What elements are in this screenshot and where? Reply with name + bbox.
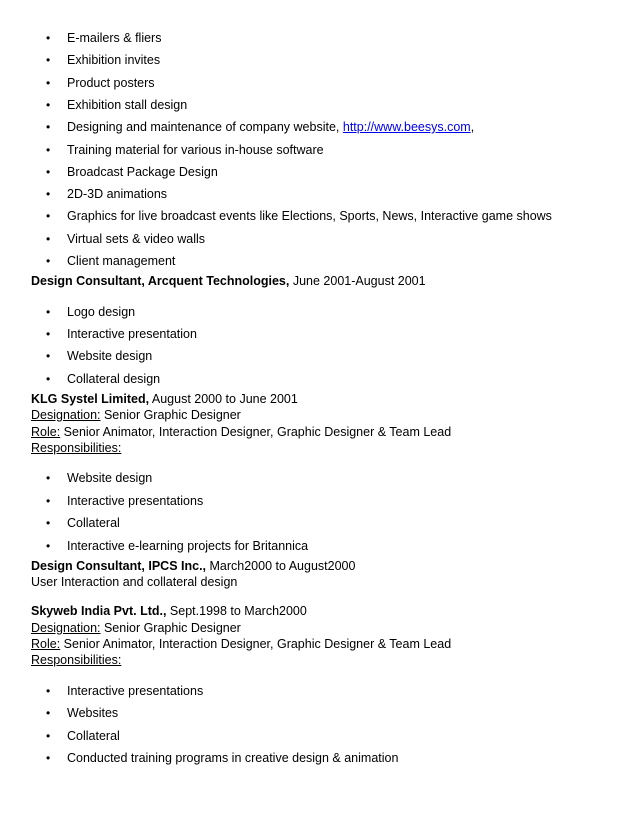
- list-item-text: Exhibition stall design: [67, 98, 188, 112]
- list-item-text: Interactive presentations: [67, 684, 204, 698]
- list-item: [0, 537, 620, 555]
- bullet: •: [46, 327, 51, 341]
- bullet: •: [46, 516, 51, 530]
- bullet: •: [46, 494, 51, 508]
- list-item: [0, 469, 620, 487]
- website-link[interactable]: http://www.beesys.com: [342, 120, 471, 134]
- job-heading-klg: [31, 391, 298, 408]
- list-item-text: Graphics for live broadcast events like Elections, Sports, News, Interactive game shows: [67, 209, 552, 223]
- job-dates: June 2001-August 2001: [289, 274, 426, 288]
- list-item: [0, 303, 620, 321]
- list-item-text: Product posters: [67, 76, 155, 90]
- bullet: •: [46, 349, 51, 363]
- job-description: User Interaction and collateral design: [31, 575, 238, 589]
- list-item-text: Collateral: [67, 516, 120, 530]
- designation-line: [31, 407, 241, 424]
- job-title: Skyweb India Pvt. Ltd.,: [31, 604, 167, 618]
- role-label: Role:: [31, 425, 61, 439]
- website-suffix: ,: [470, 120, 475, 134]
- list-item: [0, 492, 620, 510]
- designation-label: Designation:: [31, 621, 101, 635]
- bullet: •: [46, 729, 51, 743]
- list-item-text: Interactive e-learning projects for Britannica: [67, 539, 309, 553]
- bullet: •: [46, 471, 51, 485]
- bullet: •: [46, 165, 51, 179]
- responsibilities-label: [31, 440, 121, 457]
- job-dates: August 2000 to June 2001: [149, 392, 298, 406]
- bullet: •: [46, 751, 51, 765]
- job-heading-ipcs: [31, 558, 355, 575]
- role-line: [31, 636, 451, 653]
- designation-value: Senior Graphic Designer: [100, 621, 241, 635]
- list-item: [0, 74, 620, 92]
- list-item-text: Website design: [67, 349, 153, 363]
- bullet: •: [46, 187, 51, 201]
- list-item: [0, 682, 620, 700]
- designation-value: Senior Graphic Designer: [100, 408, 241, 422]
- job-heading-skyweb: [31, 603, 307, 620]
- bullet: •: [46, 305, 51, 319]
- list-item: [0, 252, 620, 270]
- list-item-text: 2D-3D animations: [67, 187, 168, 201]
- bullet: •: [46, 76, 51, 90]
- list-item: [0, 727, 620, 745]
- designation-line: [31, 620, 241, 637]
- list-item-text: Websites: [67, 706, 119, 720]
- list-item-text: Conducted training programs in creative design & animation: [67, 751, 399, 765]
- list-item: [0, 370, 620, 388]
- job-dates: Sept.1998 to March2000: [166, 604, 307, 618]
- list-item-text: Exhibition invites: [67, 53, 161, 67]
- bullet: •: [46, 120, 51, 134]
- bullet: •: [46, 684, 51, 698]
- list-item: [0, 347, 620, 365]
- bullet: •: [46, 209, 51, 223]
- list-item: [0, 325, 620, 343]
- list-item-text: Interactive presentations: [67, 494, 204, 508]
- list-item: [0, 185, 620, 203]
- bullet: •: [46, 539, 51, 553]
- responsibilities-label: [31, 652, 121, 669]
- list-item-text: Collateral design: [67, 372, 161, 386]
- bullet: •: [46, 53, 51, 67]
- bullet: •: [46, 706, 51, 720]
- list-item-text: Training material for various in-house software: [67, 143, 324, 157]
- job-title: KLG Systel Limited,: [31, 392, 150, 406]
- role-value: Senior Animator, Interaction Designer, Graphic Designer & Team Lead: [60, 637, 452, 651]
- list-item: [0, 163, 620, 181]
- list-item-text: Broadcast Package Design: [67, 165, 218, 179]
- list-item: [0, 29, 620, 47]
- bullet: •: [46, 254, 51, 268]
- list-item: [0, 207, 620, 225]
- bullet: •: [46, 232, 51, 246]
- list-item-text: Website design: [67, 471, 153, 485]
- role-line: [31, 424, 451, 441]
- bullet: •: [46, 372, 51, 386]
- list-item: [0, 141, 620, 159]
- list-item: [0, 96, 620, 114]
- website-text: Designing and maintenance of company website,: [67, 120, 340, 134]
- bullet: •: [46, 98, 51, 112]
- list-item-text-website: [67, 118, 474, 136]
- designation-label: Designation:: [31, 408, 101, 422]
- role-label: Role:: [31, 637, 61, 651]
- bullet: •: [46, 143, 51, 157]
- list-item-text: E-mailers & fliers: [67, 31, 162, 45]
- list-item-text: Interactive presentation: [67, 327, 197, 341]
- job-title: Design Consultant, IPCS Inc.,: [31, 559, 207, 573]
- job-heading-arcquent: [31, 273, 426, 290]
- list-item: [0, 230, 620, 248]
- bullet: •: [46, 31, 51, 45]
- list-item: [0, 118, 620, 136]
- list-item-text: Virtual sets & video walls: [67, 232, 206, 246]
- list-item: [0, 704, 620, 722]
- list-item: [0, 749, 620, 767]
- role-value: Senior Animator, Interaction Designer, Graphic Designer & Team Lead: [60, 425, 452, 439]
- list-item-text: Collateral: [67, 729, 120, 743]
- job-dates: March2000 to August2000: [206, 559, 356, 573]
- job-title: Design Consultant, Arcquent Technologies,: [31, 274, 290, 288]
- list-item-text: Logo design: [67, 305, 136, 319]
- list-item: [0, 514, 620, 532]
- responsibilities-label-text: Responsibilities:: [31, 441, 122, 455]
- list-item: [0, 51, 620, 69]
- list-item-text: Client management: [67, 254, 176, 268]
- responsibilities-label-text: Responsibilities:: [31, 653, 122, 667]
